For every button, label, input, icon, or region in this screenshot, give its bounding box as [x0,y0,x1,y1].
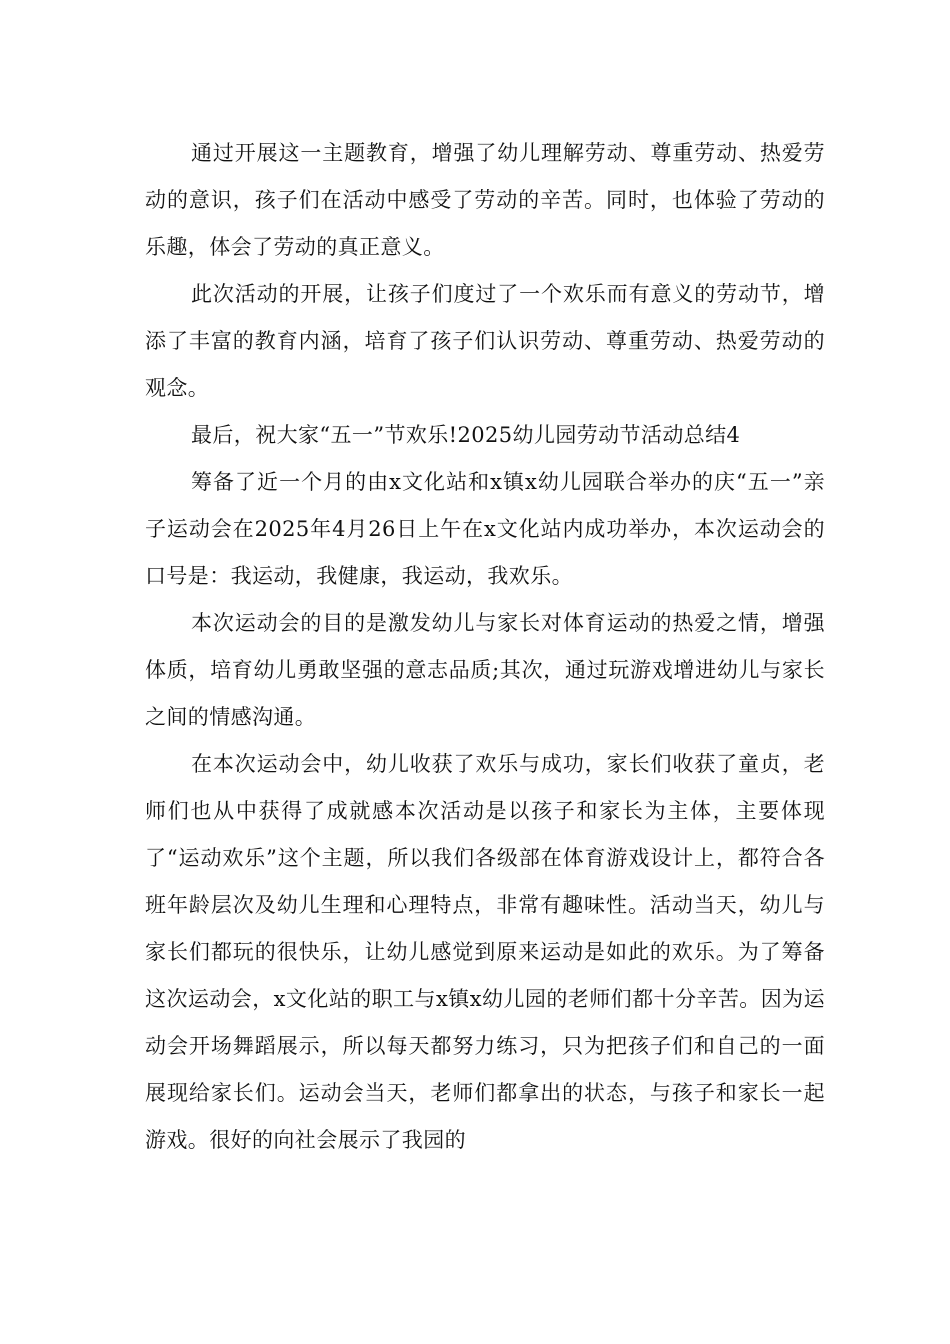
paragraph-labor-education: 通过开展这一主题教育，增强了幼儿理解劳动、尊重劳动、热爱劳动的意识，孩子们在活动中感受了劳动的辛苦。同时，也体验了劳动的乐趣，体会了劳动的真正意义。 [145,141,825,259]
paragraph-activity-significance: 此次活动的开展，让孩子们度过了一个欢乐而有意义的劳动节，增添了丰富的教育内涵，培育了孩子们认识劳动、尊重劳动、热爱劳动的观念。 [145,282,825,400]
paragraph-closing-wishes: 最后，祝大家“五一”节欢乐!2025幼儿园劳动节活动总结4 [191,423,741,447]
paragraph-sports-meet-purpose: 本次运动会的目的是激发幼儿与家长对体育运动的热爱之情，增强体质，培育幼儿勇敢坚强的意志品质;其次，通过玩游戏增进幼儿与家长之间的情感沟通。 [145,611,825,729]
document-body [145,130,825,1164]
paragraph-sports-meet-review: 在本次运动会中，幼儿收获了欢乐与成功，家长们收获了童贞，老师们也从中获得了成就感本次活动是以孩子和家长为主体，主要体现了“运动欢乐”这个主题，所以我们各级部在体育游戏设计上，都符合各班年龄层次及幼儿生理和心理特点，非常有趣味性。活动当天，幼儿与家长们都玩的很快乐，让幼儿感觉到原来运动是如此的欢乐。为了筹备这次运动会，x文化站的职工与x镇x幼儿园的老师们都十分辛苦。因为运动会开场舞蹈展示，所以每天都努力练习，只为把孩子们和自己的一面展现给家长们。运动会当天，老师们都拿出的状态，与孩子和家长一起游戏。很好的向社会展示了我园的 [145,752,825,1152]
paragraph-sports-meet-intro: 筹备了近一个月的由x文化站和x镇x幼儿园联合举办的庆“五一”亲子运动会在2025年4月26日上午在x文化站内成功举办，本次运动会的口号是：我运动，我健康，我运动，我欢乐。 [145,470,825,588]
